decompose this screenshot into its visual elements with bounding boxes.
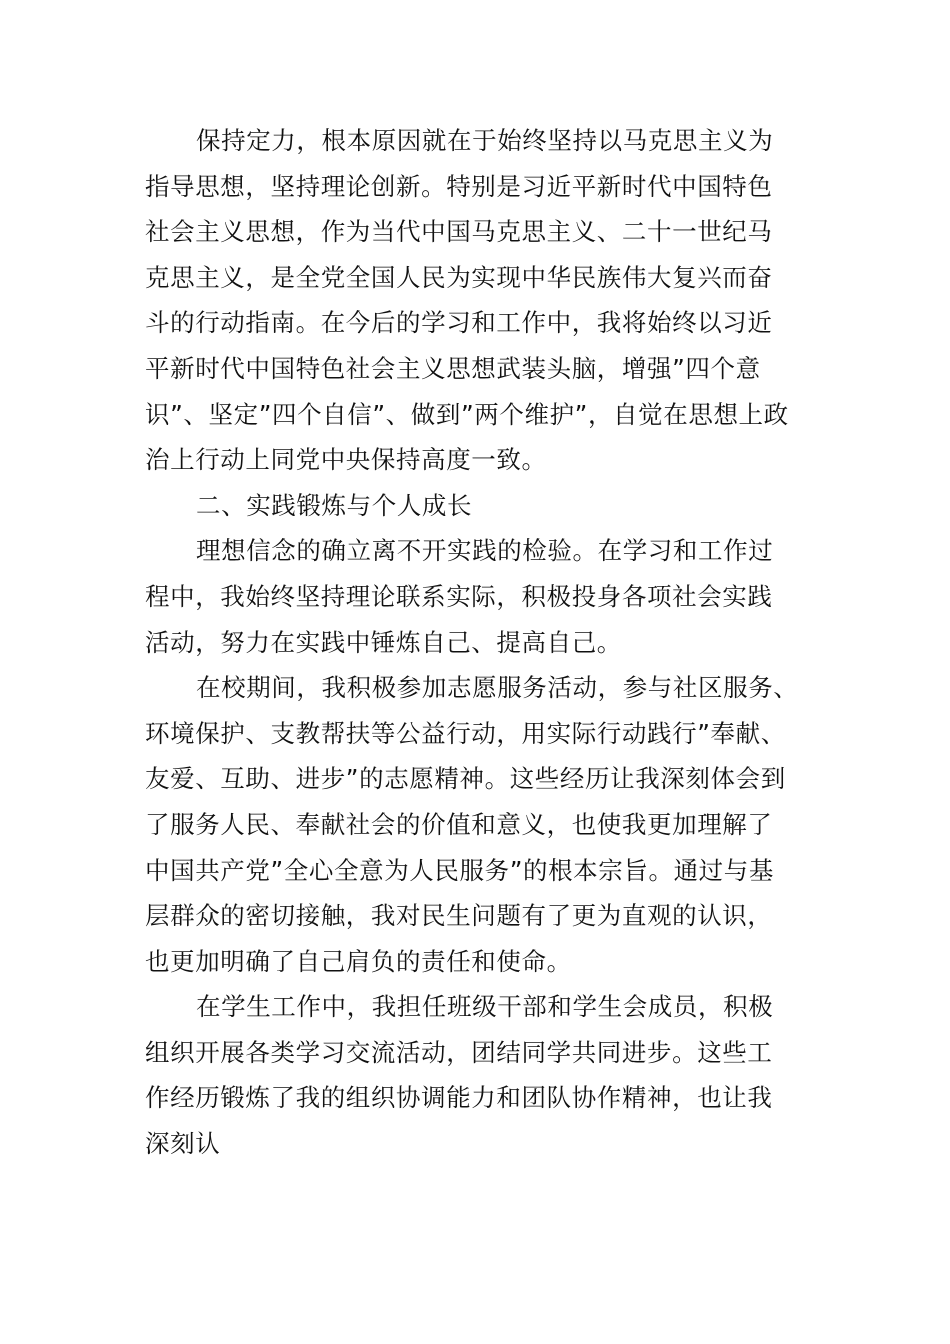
- paragraph-volunteer-service: [145, 665, 835, 984]
- text-line: 克思主义，是全党全国人民为实现中华民族伟大复兴而奋: [145, 262, 773, 292]
- text-line: 层群众的密切接触，我对民生问题有了更为直观的认识，: [145, 901, 773, 931]
- text-line: 治上行动上同党中央保持高度一致。: [145, 445, 547, 475]
- text-line: 在校期间，我积极参加志愿服务活动，参与社区服务、: [196, 673, 799, 703]
- text-line: 平新时代中国特色社会主义思想武装头脑，增强”四个意: [145, 353, 761, 383]
- paragraph-student-work: [145, 984, 835, 1166]
- text-line: 指导思想，坚持理论创新。特别是习近平新时代中国特色: [145, 171, 773, 201]
- text-line: 深刻认: [145, 1129, 221, 1159]
- text-line: 环境保护、支教帮扶等公益行动，用实际行动践行”奉献、: [145, 718, 786, 748]
- text-line: 社会主义思想，作为当代中国马克思主义、二十一世纪马: [145, 217, 773, 247]
- text-line: 在学生工作中，我担任班级干部和学生会成员，积极: [196, 992, 774, 1022]
- text-line: 斗的行动指南。在今后的学习和工作中，我将始终以习近: [145, 308, 773, 338]
- text-line: 友爱、互助、进步”的志愿精神。这些经历让我深刻体会到: [145, 764, 786, 794]
- paragraph-practice-intro: [145, 528, 835, 665]
- text-line: 组织开展各类学习交流活动，团结同学共同进步。这些工: [145, 1037, 773, 1067]
- text-line: 了服务人民、奉献社会的价值和意义，也使我更加理解了: [145, 809, 773, 839]
- text-line: 理想信念的确立离不开实践的检验。在学习和工作过: [196, 536, 774, 566]
- paragraph-ideological-guidance: [145, 118, 835, 483]
- text-line: 作经历锻炼了我的组织协调能力和团队协作精神，也让我: [145, 1083, 773, 1113]
- text-line: 识”、坚定”四个自信”、做到”两个维护”，自觉在思想上政: [145, 399, 789, 429]
- text-line: 保持定力，根本原因就在于始终坚持以马克思主义为: [196, 126, 774, 155]
- text-line: 也更加明确了自己肩负的责任和使命。: [145, 946, 572, 976]
- text-line: 程中，我始终坚持理论联系实际，积极投身各项社会实践: [145, 581, 773, 611]
- section-heading-text: 二、实践锻炼与个人成长: [196, 490, 473, 520]
- section-heading: [145, 483, 835, 529]
- text-line: 活动，努力在实践中锤炼自己、提高自己。: [145, 627, 622, 657]
- text-line: 中国共产党”全心全意为人民服务”的根本宗旨。通过与基: [145, 855, 774, 885]
- document-page: [145, 118, 835, 1167]
